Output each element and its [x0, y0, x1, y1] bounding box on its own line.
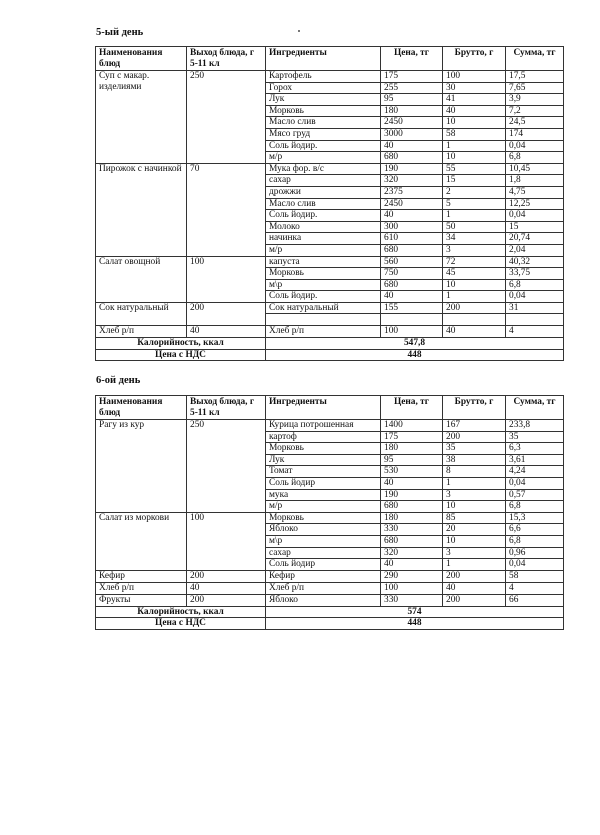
ingredient-sum: 0,57	[506, 489, 564, 501]
ingredient-price: 530	[381, 466, 443, 478]
scan-speck	[298, 30, 300, 32]
ingredient-sum: 6,8	[506, 279, 564, 291]
ingredient-price: 175	[381, 431, 443, 443]
ingredient-gross: 58	[443, 128, 506, 140]
ingredient-sum: 3,9	[506, 94, 564, 106]
ingredient-sum: 3,61	[506, 454, 564, 466]
ingredient-price: 290	[381, 570, 443, 582]
dish-yield: 200	[187, 302, 266, 325]
ingredient-name: Морковь	[266, 443, 381, 455]
ingredient-gross	[443, 314, 506, 326]
ingredient-sum: 4	[506, 326, 564, 338]
dish-yield: 250	[187, 71, 266, 164]
ingredient-name: Масло слив	[266, 198, 381, 210]
ingredient-gross: 200	[443, 594, 506, 606]
ingredient-gross: 85	[443, 512, 506, 524]
header-ingredients: Ингредиенты	[266, 396, 381, 420]
dish-yield: 250	[187, 420, 266, 513]
ingredient-gross: 15	[443, 175, 506, 187]
ingredient-sum: 7,65	[506, 82, 564, 94]
dish-name: Кефир	[96, 570, 187, 582]
ingredient-price: 40	[381, 291, 443, 303]
dish-name: Сок натуральный	[96, 302, 187, 325]
ingredient-gross: 3	[443, 547, 506, 559]
header-yield: Выход блюда, г 5-11 кл	[187, 47, 266, 71]
ingredient-sum: 6,6	[506, 524, 564, 536]
ingredient-name: Масло слив	[266, 117, 381, 129]
ingredient-sum: 17,5	[506, 71, 564, 83]
ingredient-row	[96, 163, 564, 175]
ingredient-gross: 40	[443, 582, 506, 594]
dish-yield: 70	[187, 163, 266, 256]
ingredient-price: 155	[381, 302, 443, 314]
ingredient-gross: 200	[443, 431, 506, 443]
dish-yield: 200	[187, 570, 266, 582]
ingredient-name: Соль йодир.	[266, 291, 381, 303]
header-gross: Брутто, г	[443, 47, 506, 71]
ingredient-gross: 35	[443, 443, 506, 455]
ingredient-name: Соль йодир.	[266, 210, 381, 222]
ingredient-name: Хлеб р/п	[266, 582, 381, 594]
day-6-title: 6-ой день	[96, 375, 141, 386]
ingredient-gross: 38	[443, 454, 506, 466]
header-row	[96, 396, 564, 420]
day-5-menu-table	[95, 46, 564, 361]
ingredient-name: Яблоко	[266, 594, 381, 606]
ingredient-sum: 24,5	[506, 117, 564, 129]
ingredient-name: Соль йодир.	[266, 140, 381, 152]
ingredient-price: 180	[381, 105, 443, 117]
header-dish-name: Наименования блюд	[96, 396, 187, 420]
dish-yield: 200	[187, 594, 266, 606]
ingredient-gross: 30	[443, 82, 506, 94]
price-value: 448	[266, 349, 564, 361]
ingredient-name: м\р	[266, 279, 381, 291]
ingredient-row	[96, 71, 564, 83]
ingredient-sum: 0,04	[506, 291, 564, 303]
ingredient-sum: 15,3	[506, 512, 564, 524]
calories-label: Калорийность, ккал	[96, 606, 266, 618]
ingredient-sum: 6,8	[506, 152, 564, 164]
ingredient-name: Соль йодир	[266, 559, 381, 571]
ingredient-gross: 20	[443, 524, 506, 536]
ingredient-name: Молоко	[266, 221, 381, 233]
header-row	[96, 47, 564, 71]
ingredient-sum: 15	[506, 221, 564, 233]
ingredient-price: 680	[381, 244, 443, 256]
header-dish-name: Наименования блюд	[96, 47, 187, 71]
ingredient-price: 100	[381, 582, 443, 594]
ingredient-gross: 40	[443, 105, 506, 117]
ingredient-price: 95	[381, 454, 443, 466]
header-price: Цена, тг	[381, 47, 443, 71]
dish-name: Фрукты	[96, 594, 187, 606]
header-price: Цена, тг	[381, 396, 443, 420]
ingredient-name	[266, 314, 381, 326]
ingredient-gross: 1	[443, 140, 506, 152]
ingredient-name: м/р	[266, 152, 381, 164]
ingredient-gross: 200	[443, 570, 506, 582]
ingredient-sum: 174	[506, 128, 564, 140]
dish-name: Рагу из кур	[96, 420, 187, 513]
dish-name: Пирожок с начинкой	[96, 163, 187, 256]
ingredient-price: 1400	[381, 420, 443, 432]
dish-name: Салат овощной	[96, 256, 187, 302]
header-yield: Выход блюда, г 5-11 кл	[187, 396, 266, 420]
ingredient-gross: 50	[443, 221, 506, 233]
ingredient-name: Сок натуральный	[266, 302, 381, 314]
ingredient-price: 180	[381, 443, 443, 455]
ingredient-price: 680	[381, 279, 443, 291]
ingredient-name: Мука фор. в/с	[266, 163, 381, 175]
ingredient-gross: 2	[443, 186, 506, 198]
ingredient-gross: 72	[443, 256, 506, 268]
dish-name: Хлеб р/п	[96, 582, 187, 594]
ingredient-price: 255	[381, 82, 443, 94]
price-label: Цена с НДС	[96, 618, 266, 630]
ingredient-sum: 31	[506, 302, 564, 314]
ingredient-name: м/р	[266, 501, 381, 513]
ingredient-price: 40	[381, 477, 443, 489]
ingredient-row	[96, 594, 564, 606]
day-6-menu-table	[95, 395, 564, 630]
dish-name: Суп с макар. изделиями	[96, 71, 187, 164]
ingredient-name: Кефир	[266, 570, 381, 582]
price-row	[96, 349, 564, 361]
ingredient-name: м/р	[266, 244, 381, 256]
ingredient-name: Картофель	[266, 71, 381, 83]
ingredient-name: сахар	[266, 547, 381, 559]
ingredient-gross: 1	[443, 477, 506, 489]
ingredient-name: Хлеб р/п	[266, 326, 381, 338]
ingredient-gross: 3	[443, 489, 506, 501]
ingredient-sum: 0,04	[506, 140, 564, 152]
ingredient-gross: 10	[443, 279, 506, 291]
ingredient-sum: 6,8	[506, 535, 564, 547]
ingredient-row	[96, 582, 564, 594]
dish-yield: 100	[187, 256, 266, 302]
ingredient-gross: 1	[443, 291, 506, 303]
ingredient-price: 40	[381, 559, 443, 571]
ingredient-gross: 100	[443, 71, 506, 83]
ingredient-gross: 41	[443, 94, 506, 106]
calories-row	[96, 338, 564, 350]
ingredient-price: 2450	[381, 198, 443, 210]
ingredient-name: Курица потрошенная	[266, 420, 381, 432]
ingredient-price: 2450	[381, 117, 443, 129]
header-sum: Сумма, тг	[506, 396, 564, 420]
ingredient-price: 3000	[381, 128, 443, 140]
ingredient-gross: 1	[443, 559, 506, 571]
ingredient-gross: 40	[443, 326, 506, 338]
ingredient-price	[381, 314, 443, 326]
ingredient-gross: 34	[443, 233, 506, 245]
ingredient-price: 750	[381, 268, 443, 280]
ingredient-name: м\р	[266, 535, 381, 547]
ingredient-sum: 0,04	[506, 210, 564, 222]
ingredient-sum: 0,04	[506, 559, 564, 571]
ingredient-gross: 10	[443, 535, 506, 547]
dish-yield: 40	[187, 326, 266, 338]
ingredient-row	[96, 570, 564, 582]
calories-value: 574	[266, 606, 564, 618]
ingredient-row	[96, 420, 564, 432]
ingredient-name: Лук	[266, 94, 381, 106]
dish-yield: 40	[187, 582, 266, 594]
calories-row	[96, 606, 564, 618]
header-gross: Брутто, г	[443, 396, 506, 420]
ingredient-price: 190	[381, 163, 443, 175]
ingredient-gross: 45	[443, 268, 506, 280]
ingredient-name: Морковь	[266, 268, 381, 280]
ingredient-sum: 7,2	[506, 105, 564, 117]
ingredient-price: 330	[381, 594, 443, 606]
ingredient-price: 610	[381, 233, 443, 245]
day-5-title: 5-ый день	[96, 27, 144, 38]
ingredient-sum	[506, 314, 564, 326]
ingredient-name: дрожжи	[266, 186, 381, 198]
ingredient-price: 100	[381, 326, 443, 338]
ingredient-name: мука	[266, 489, 381, 501]
calories-label: Калорийность, ккал	[96, 338, 266, 350]
ingredient-row	[96, 302, 564, 314]
ingredient-name: Мясо груд	[266, 128, 381, 140]
ingredient-price: 190	[381, 489, 443, 501]
ingredient-sum: 33,75	[506, 268, 564, 280]
price-row	[96, 618, 564, 630]
ingredient-price: 680	[381, 535, 443, 547]
ingredient-row	[96, 512, 564, 524]
ingredient-price: 320	[381, 547, 443, 559]
ingredient-gross: 10	[443, 501, 506, 513]
ingredient-sum: 4,24	[506, 466, 564, 478]
ingredient-sum: 10,45	[506, 163, 564, 175]
ingredient-row	[96, 326, 564, 338]
ingredient-sum: 0,04	[506, 477, 564, 489]
ingredient-price: 95	[381, 94, 443, 106]
price-label: Цена с НДС	[96, 349, 266, 361]
ingredient-price: 175	[381, 71, 443, 83]
header-ingredients: Ингредиенты	[266, 47, 381, 71]
header-sum: Сумма, тг	[506, 47, 564, 71]
ingredient-gross: 8	[443, 466, 506, 478]
ingredient-price: 2375	[381, 186, 443, 198]
price-value: 448	[266, 618, 564, 630]
ingredient-name: Соль йодир	[266, 477, 381, 489]
ingredient-name: картоф	[266, 431, 381, 443]
ingredient-sum: 4	[506, 582, 564, 594]
ingredient-name: начинка	[266, 233, 381, 245]
ingredient-name: Горох	[266, 82, 381, 94]
ingredient-sum: 20,74	[506, 233, 564, 245]
ingredient-sum: 6,8	[506, 501, 564, 513]
ingredient-price: 320	[381, 175, 443, 187]
ingredient-price: 300	[381, 221, 443, 233]
ingredient-price: 40	[381, 140, 443, 152]
ingredient-name: Морковь	[266, 512, 381, 524]
ingredient-gross: 10	[443, 117, 506, 129]
ingredient-gross: 5	[443, 198, 506, 210]
ingredient-sum: 12,25	[506, 198, 564, 210]
ingredient-sum: 35	[506, 431, 564, 443]
ingredient-sum: 6,3	[506, 443, 564, 455]
calories-value: 547,8	[266, 338, 564, 350]
ingredient-sum: 2,04	[506, 244, 564, 256]
ingredient-sum: 66	[506, 594, 564, 606]
ingredient-gross: 55	[443, 163, 506, 175]
ingredient-sum: 40,32	[506, 256, 564, 268]
ingredient-price: 180	[381, 512, 443, 524]
dish-name: Салат из моркови	[96, 512, 187, 570]
ingredient-name: сахар	[266, 175, 381, 187]
ingredient-name: Яблоко	[266, 524, 381, 536]
ingredient-sum: 4,75	[506, 186, 564, 198]
dish-name: Хлеб р/п	[96, 326, 187, 338]
ingredient-price: 330	[381, 524, 443, 536]
ingredient-sum: 233,8	[506, 420, 564, 432]
ingredient-price: 560	[381, 256, 443, 268]
ingredient-name: капуста	[266, 256, 381, 268]
ingredient-sum: 0,96	[506, 547, 564, 559]
ingredient-row	[96, 256, 564, 268]
ingredient-price: 680	[381, 152, 443, 164]
ingredient-gross: 167	[443, 420, 506, 432]
ingredient-gross: 1	[443, 210, 506, 222]
ingredient-sum: 58	[506, 570, 564, 582]
ingredient-price: 40	[381, 210, 443, 222]
ingredient-sum: 1,8	[506, 175, 564, 187]
dish-yield: 100	[187, 512, 266, 570]
ingredient-name: Лук	[266, 454, 381, 466]
ingredient-gross: 10	[443, 152, 506, 164]
ingredient-name: Томат	[266, 466, 381, 478]
ingredient-name: Морковь	[266, 105, 381, 117]
ingredient-gross: 3	[443, 244, 506, 256]
ingredient-gross: 200	[443, 302, 506, 314]
ingredient-price: 680	[381, 501, 443, 513]
